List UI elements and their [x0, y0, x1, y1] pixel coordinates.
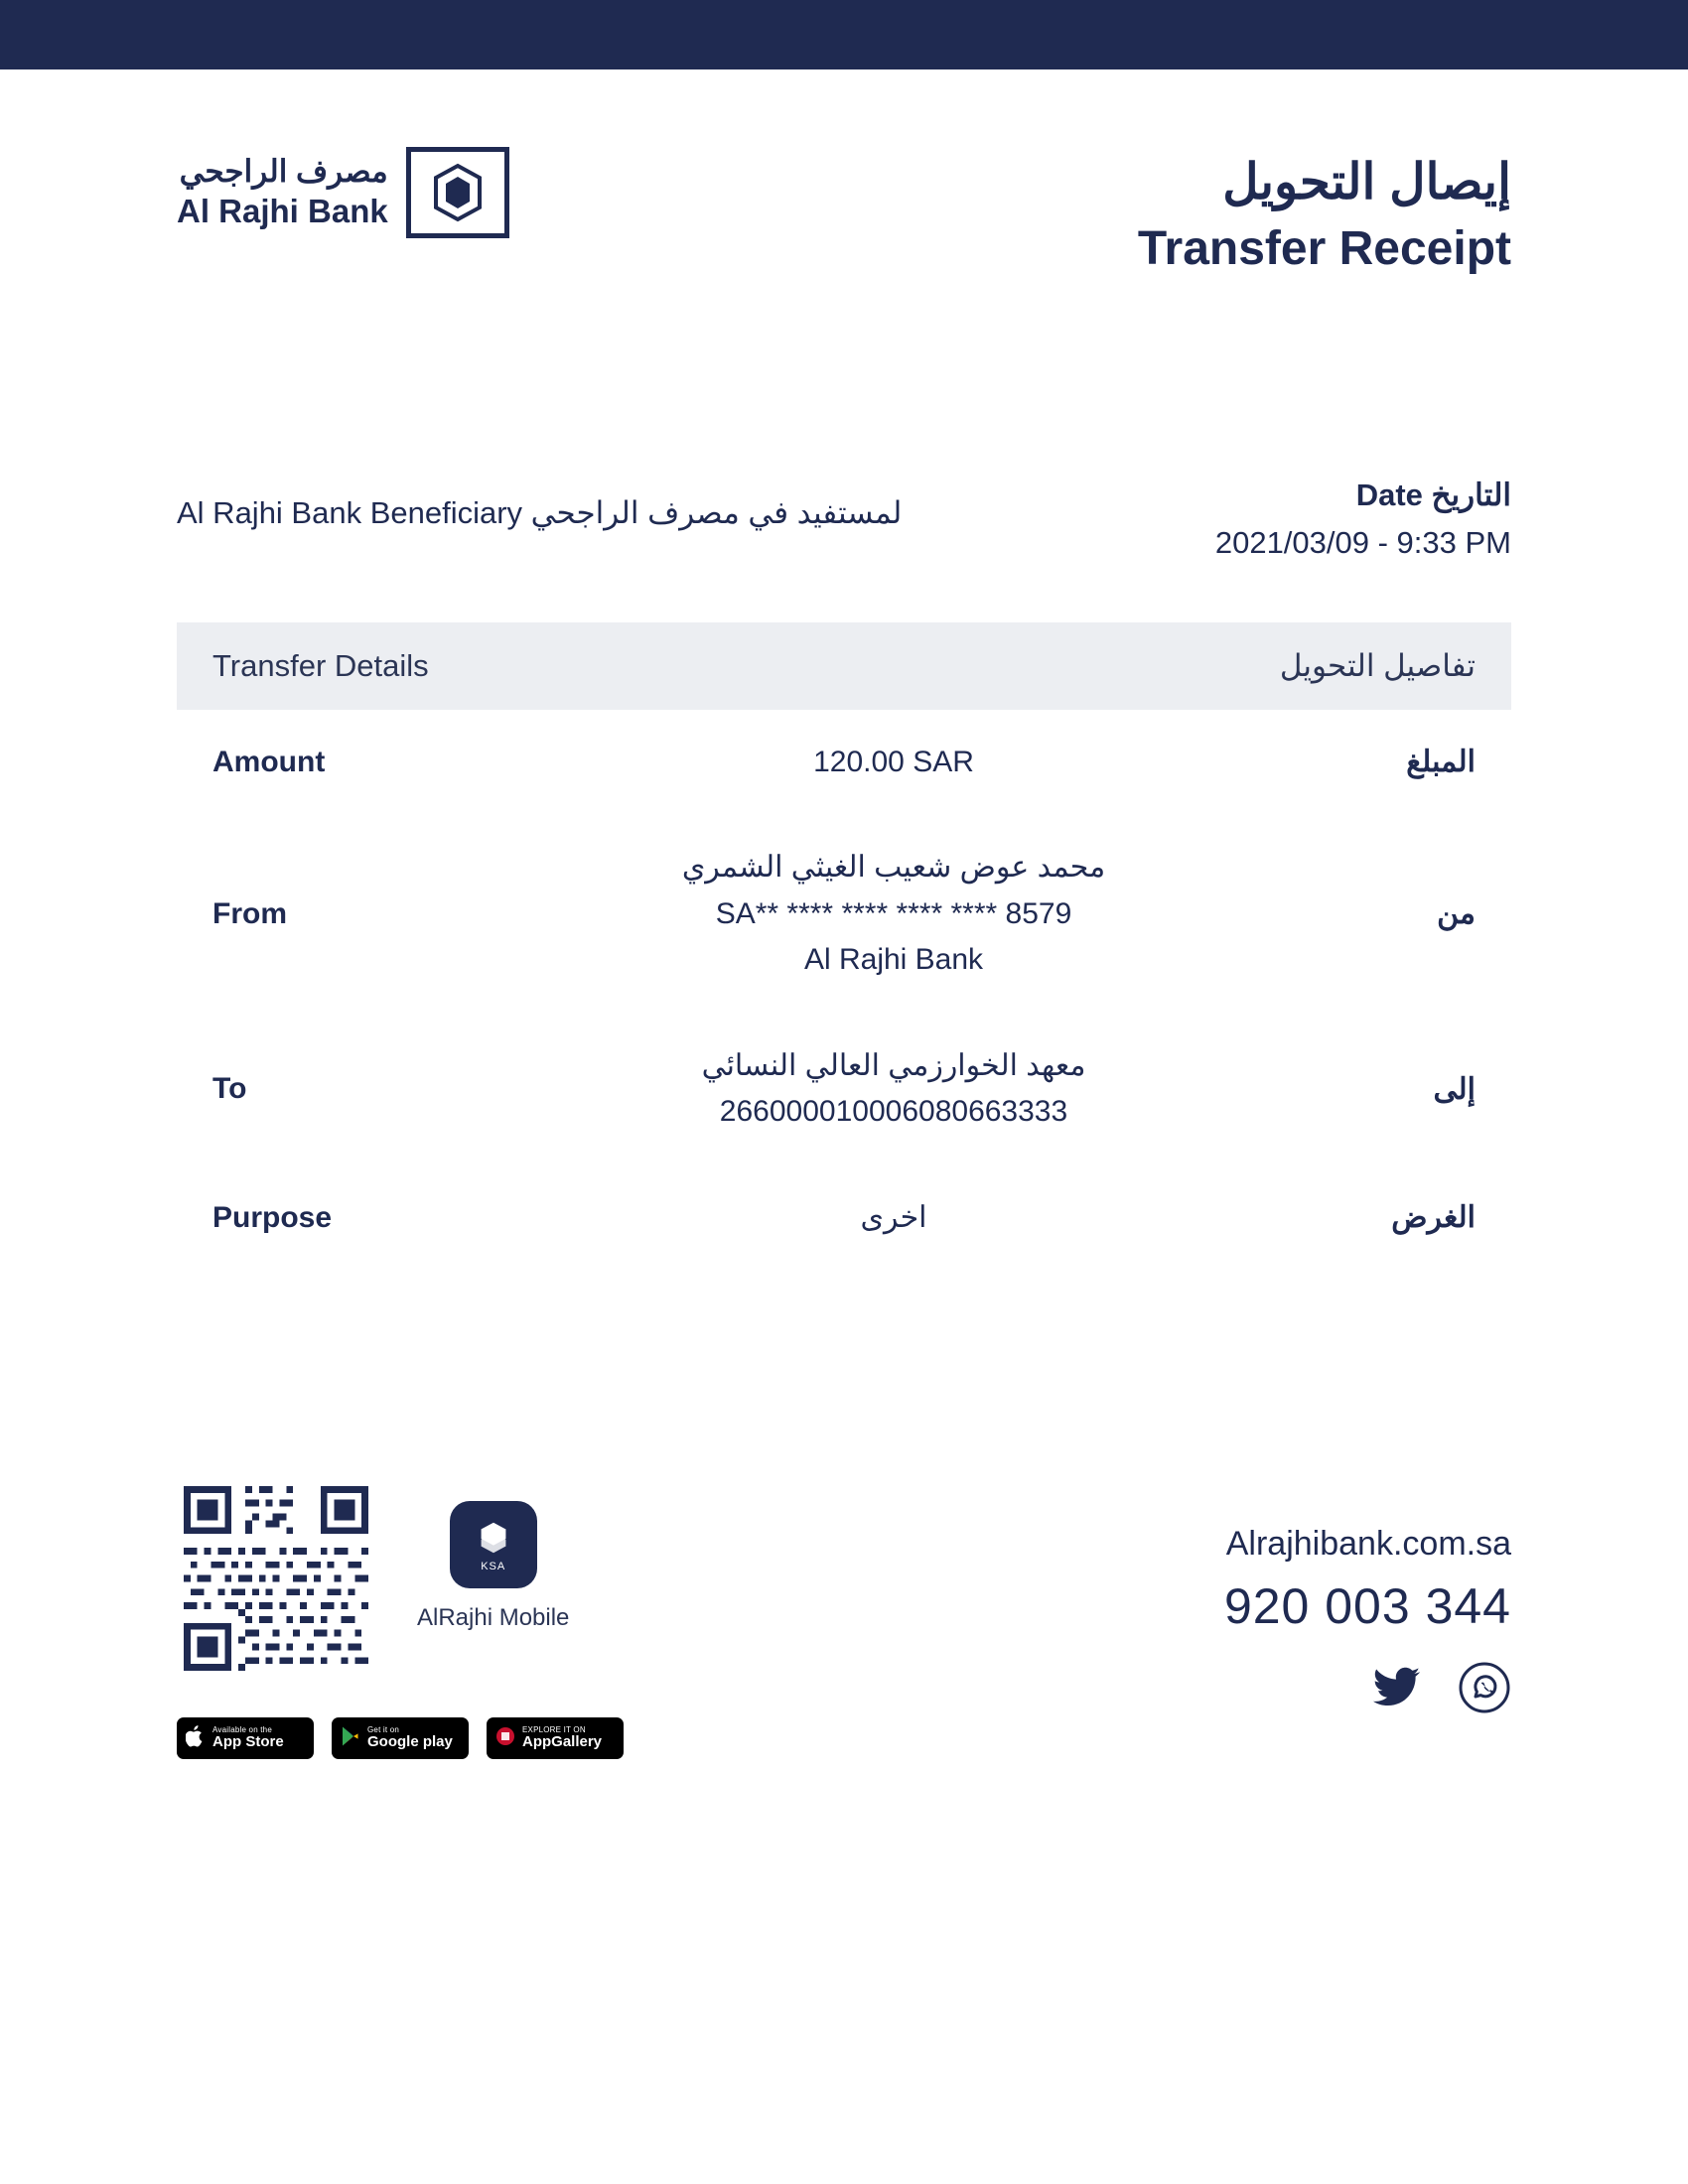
row-value-line: SA** **** **** **** **** 8579 [715, 896, 1072, 930]
app-icon-badge: KSA [481, 1561, 506, 1572]
row-label-ar: المبلغ [1406, 746, 1476, 779]
top-bar [0, 0, 1688, 69]
footer-left [177, 1479, 624, 1759]
table-row [177, 710, 1511, 816]
row-label-en: Amount [212, 745, 326, 778]
alrajhi-logo-icon [406, 147, 509, 238]
row-label-ar: الغرض [1391, 1201, 1476, 1235]
brand-name-en: Al Rajhi Bank [177, 192, 388, 229]
row-value-line: محمد عوض شعيب الغيثي الشمري [681, 851, 1106, 884]
title-english: Transfer Receipt [1137, 221, 1511, 275]
beneficiary-line: Al Rajhi Bank Beneficiary لمستفيد في مصرف الراجحي [177, 494, 903, 530]
appgallery-text [522, 1726, 602, 1750]
apple-icon [186, 1724, 206, 1753]
google-play-big: Google play [367, 1733, 453, 1751]
meta-row [177, 478, 1511, 561]
receipt-header [177, 69, 1511, 279]
date-label-en: Date [1355, 477, 1423, 512]
apps-row [177, 1479, 624, 1678]
date-block [1215, 478, 1511, 561]
google-play-text [367, 1726, 453, 1750]
app-caption: AlRajhi Mobile [417, 1604, 570, 1631]
social-links [1224, 1661, 1511, 1714]
row-value-line: معهد الخوارزمي العالي النسائي [701, 1048, 1086, 1082]
row-value [510, 740, 1277, 786]
details-header-ar: تفاصيل التحويل [1279, 647, 1476, 683]
date-label [1215, 478, 1511, 513]
row-value-line: اخرى [860, 1200, 927, 1234]
alrajhi-mobile-app-icon[interactable] [450, 1501, 537, 1588]
website-link[interactable]: Alrajhibank.com.sa [1225, 1525, 1511, 1563]
table-row [177, 815, 1511, 1014]
brand-text [177, 155, 388, 230]
footer-right [1224, 1479, 1511, 1714]
details-table-header [177, 622, 1511, 710]
brand-name-ar: مصرف الراجحي [179, 154, 388, 190]
row-label-ar: إلى [1433, 1072, 1476, 1106]
title-arabic: إيصال التحويل [1222, 154, 1511, 209]
row-value-line: 266000010006080663333 [719, 1095, 1068, 1128]
receipt-content [0, 69, 1688, 1759]
row-value-line: Al Rajhi Bank [803, 943, 984, 976]
row-label-en: Purpose [212, 1200, 333, 1234]
appgallery-badge[interactable] [487, 1717, 624, 1759]
table-row [177, 1165, 1511, 1272]
row-value [510, 845, 1277, 984]
google-play-icon [341, 1725, 360, 1752]
appgallery-big: AppGallery [522, 1733, 603, 1751]
app-store-text [212, 1726, 284, 1750]
receipt-footer [177, 1479, 1511, 1759]
whatsapp-icon[interactable] [1458, 1661, 1511, 1714]
page-title [1138, 147, 1511, 279]
app-store-big: App Store [212, 1733, 284, 1751]
twitter-icon[interactable] [1370, 1661, 1424, 1714]
row-value [510, 1195, 1277, 1242]
date-label-ar: التاريخ [1431, 477, 1511, 512]
row-label-en: To [212, 1072, 247, 1105]
store-badges [177, 1717, 624, 1759]
appgallery-icon [495, 1726, 515, 1751]
table-row [177, 1014, 1511, 1165]
app-store-badge[interactable] [177, 1717, 314, 1759]
row-value-line: 120.00 SAR [813, 745, 974, 778]
row-value [510, 1043, 1277, 1136]
app-store-small: Available on the [212, 1724, 272, 1734]
qr-code [177, 1479, 375, 1678]
appgallery-small: EXPLORE IT ON [522, 1724, 586, 1734]
row-label-en: From [212, 896, 287, 930]
contact-phone: 920 003 344 [1223, 1578, 1511, 1634]
google-play-badge[interactable] [332, 1717, 469, 1759]
transfer-details-table [177, 622, 1511, 1272]
brand-block [177, 147, 509, 238]
google-play-small: Get it on [367, 1724, 400, 1734]
date-value: 2021/03/09 - 9:33 PM [1214, 524, 1511, 560]
mobile-app-block [417, 1479, 569, 1632]
row-label-ar: من [1437, 897, 1476, 931]
details-header-en: Transfer Details [212, 647, 429, 683]
